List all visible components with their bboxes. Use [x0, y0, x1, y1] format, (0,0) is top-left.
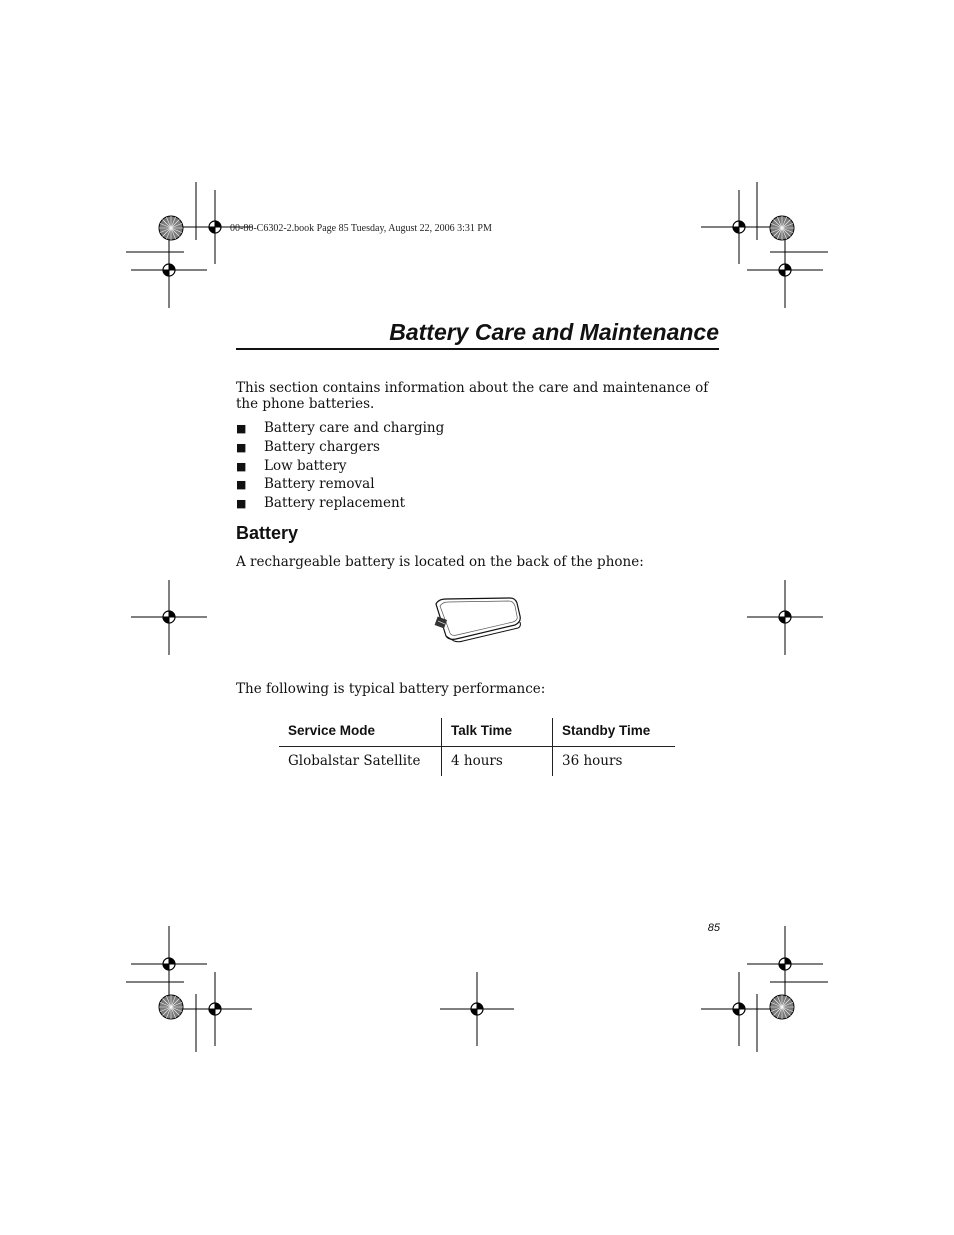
starburst-register-icon — [770, 216, 794, 240]
table-cell-service-mode: Globalstar Satellite — [288, 753, 421, 769]
list-item-label: Battery chargers — [264, 438, 380, 455]
list-item — [236, 419, 444, 438]
starburst-register-icon — [159, 995, 183, 1019]
list-item — [236, 457, 444, 476]
bullet-icon: ■ — [236, 440, 247, 454]
battery-pack-illustration — [432, 594, 522, 644]
crosshair-registration-icon — [779, 611, 791, 623]
list-item-label: Battery removal — [264, 476, 375, 493]
battery-location-text: A rechargeable battery is located on the back of the phone: — [236, 554, 644, 570]
starburst-register-icon — [159, 216, 183, 240]
table-column-divider — [441, 718, 442, 776]
table-header-talk-time: Talk Time — [451, 723, 513, 738]
list-item-label: Battery replacement — [264, 495, 406, 512]
bullet-icon: ■ — [236, 422, 247, 435]
crosshair-registration-icon — [163, 611, 175, 623]
print-header: 00-80-C6302-2.book Page 85 Tuesday, August 22, 2006 3:31 PM — [230, 223, 492, 234]
bullet-icon: ■ — [236, 497, 247, 511]
section-heading-battery: Battery — [236, 523, 299, 543]
crosshair-registration-icon — [163, 264, 175, 276]
crosshair-registration-icon — [779, 264, 791, 276]
table-header-service-mode: Service Mode — [288, 723, 376, 738]
table-cell-talk-time: 4 hours — [451, 753, 503, 769]
crosshair-registration-icon — [779, 958, 791, 970]
crosshair-registration-icon — [163, 958, 175, 970]
list-item — [236, 475, 444, 494]
list-item — [236, 494, 444, 513]
crosshair-registration-icon — [471, 1003, 483, 1015]
crosshair-registration-icon — [209, 1003, 221, 1015]
list-item-label: Low battery — [264, 457, 347, 474]
table-cell-standby-time: 36 hours — [562, 753, 623, 769]
bullet-icon: ■ — [236, 459, 247, 473]
crosshair-registration-icon — [733, 221, 745, 233]
page-number: 85 — [707, 922, 720, 934]
table-header-rule — [279, 746, 675, 747]
crosshair-registration-icon — [209, 221, 221, 233]
crosshair-registration-icon — [733, 1003, 745, 1015]
title-rule — [236, 348, 719, 350]
topic-list — [236, 419, 444, 513]
table-column-divider — [552, 718, 553, 776]
list-item — [236, 438, 444, 457]
page-title: Battery Care and Maintenance — [389, 319, 719, 345]
performance-text: The following is typical battery performance: — [236, 681, 546, 697]
battery-performance-table — [279, 718, 675, 776]
intro-paragraph: This section contains information about the care and maintenance of the phone batteries. — [236, 380, 709, 412]
starburst-register-icon — [770, 995, 794, 1019]
table-header-standby-time: Standby Time — [562, 723, 651, 738]
list-item-label: Battery care and charging — [264, 420, 445, 436]
bullet-icon: ■ — [236, 478, 247, 492]
